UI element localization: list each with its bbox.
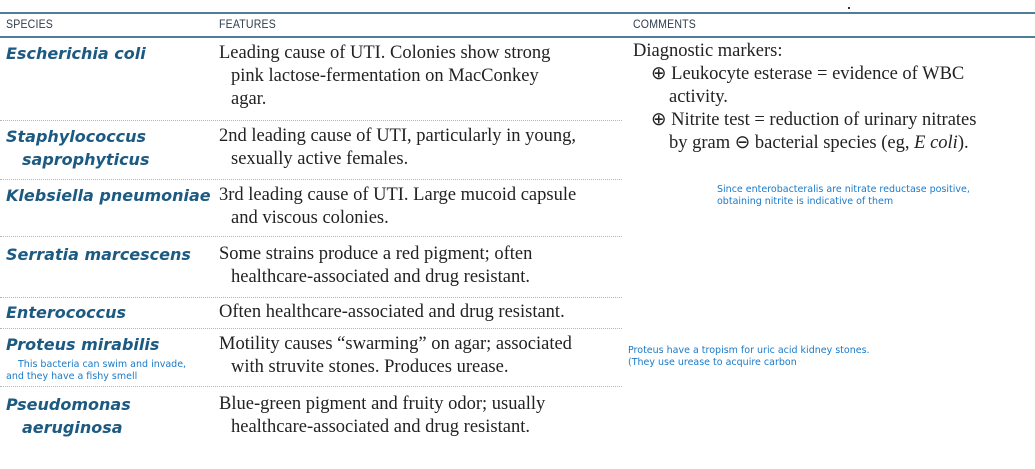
stray-dot bbox=[848, 7, 850, 9]
features-text: Some strains produce a red pigment; often healthcare-associated and drug resistant. bbox=[219, 244, 533, 287]
features-text: 3rd leading cause of UTI. Large mucoid capsule and viscous colonies. bbox=[219, 185, 577, 228]
nitrite-annotation: Since enterobacteralis are nitrate reductase positive, obtaining nitrite is indicative of them bbox=[717, 184, 970, 207]
features-text: Often healthcare-associated and drug resistant. bbox=[219, 302, 565, 322]
minus-circle-icon: ⊖ bbox=[734, 133, 751, 153]
plus-circle-icon: ⊕ bbox=[651, 64, 667, 84]
marker-nitrite: ⊕ Nitrite test = reduction of urinary nitrates bbox=[651, 110, 977, 130]
table-row bbox=[0, 298, 622, 329]
features-text: Blue-green pigment and fruity odor; usually healthcare-associated and drug resistant. bbox=[219, 394, 546, 437]
comments-title: Diagnostic markers: bbox=[633, 41, 783, 61]
header-species: SPECIES bbox=[6, 17, 54, 31]
species-name: Proteus mirabilis bbox=[6, 335, 160, 354]
species-name: Serratia marcescens bbox=[6, 245, 191, 264]
table-row bbox=[0, 237, 622, 298]
species-name: Staphylococcus saprophyticus bbox=[6, 127, 150, 169]
table-row bbox=[0, 387, 622, 447]
header-features: FEATURES bbox=[219, 17, 276, 31]
header-comments: COMMENTS bbox=[633, 17, 697, 31]
table-row bbox=[0, 180, 622, 237]
species-name: Klebsiella pneumoniae bbox=[6, 186, 211, 205]
features-text: 2nd leading cause of UTI, particularly in young, sexually active females. bbox=[219, 126, 577, 169]
table-row bbox=[0, 329, 622, 387]
marker-leukocyte: ⊕ Leukocyte esterase = evidence of WBC bbox=[651, 64, 965, 84]
proteus-annotation: Proteus have a tropism for uric acid kidney stones. (They use urease to acquire carbon bbox=[628, 345, 870, 368]
species-name: Escherichia coli bbox=[6, 44, 146, 63]
table-row bbox=[0, 121, 622, 180]
plus-circle-icon: ⊕ bbox=[651, 110, 667, 130]
comments-cell: Diagnostic markers: ⊕ Leukocyte esterase = evidence of WBC activity. ⊕ Nitrite test = reduction of urinary nitrates by gram ⊖ bacterial species (eg, E coli). bbox=[633, 40, 1033, 155]
species-name: Enterococcus bbox=[6, 303, 127, 322]
table-header bbox=[0, 12, 1035, 38]
features-text: Leading cause of UTI. Colonies show strong pink lactose-fermentation on MacConkey agar. bbox=[219, 43, 551, 109]
species-name: Pseudomonas aeruginosa bbox=[6, 395, 131, 437]
species-annotation: This bacteria can swim and invade, and they have a fishy smell bbox=[6, 359, 187, 382]
table-row bbox=[0, 38, 622, 121]
features-text: Motility causes “swarming” on agar; associated with struvite stones. Produces urease. bbox=[219, 334, 572, 377]
